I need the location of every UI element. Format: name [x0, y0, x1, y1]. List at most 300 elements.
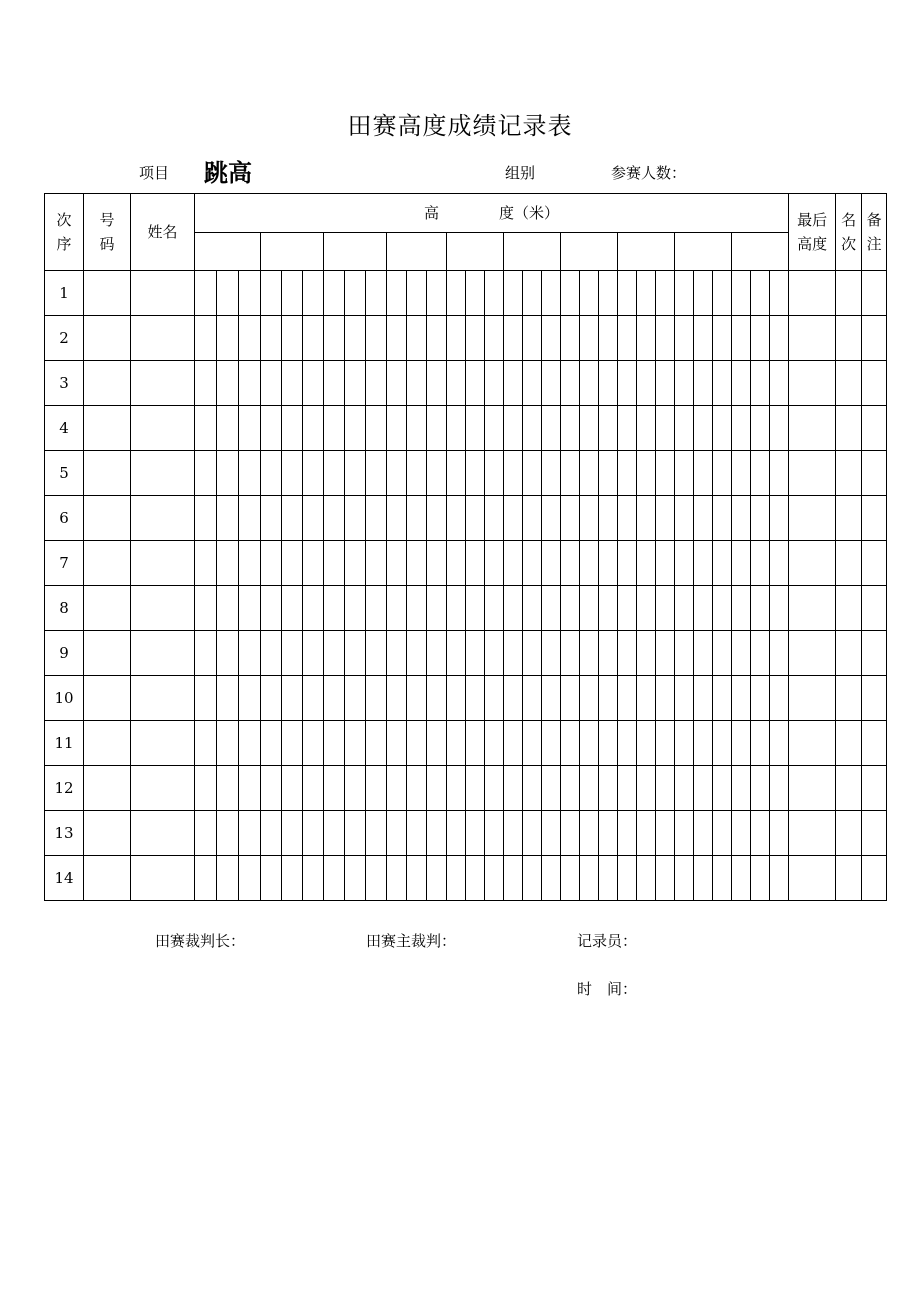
attempt-cell[interactable] [580, 631, 599, 676]
attempt-cell[interactable] [324, 361, 345, 406]
attempt-cell[interactable] [217, 586, 239, 631]
attempt-cell[interactable] [366, 496, 387, 541]
athlete-name-cell[interactable] [131, 451, 195, 496]
attempt-cell[interactable] [427, 721, 447, 766]
attempt-cell[interactable] [427, 271, 447, 316]
attempt-cell[interactable] [504, 811, 523, 856]
note-cell[interactable] [862, 271, 887, 316]
attempt-cell[interactable] [542, 541, 561, 586]
attempt-cell[interactable] [427, 496, 447, 541]
attempt-cell[interactable] [466, 721, 485, 766]
attempt-cell[interactable] [751, 451, 770, 496]
bib-number-cell[interactable] [84, 766, 131, 811]
attempt-cell[interactable] [387, 586, 407, 631]
attempt-cell[interactable] [599, 451, 618, 496]
attempt-cell[interactable] [732, 856, 751, 901]
attempt-cell[interactable] [195, 406, 217, 451]
attempt-cell[interactable] [523, 811, 542, 856]
bib-number-cell[interactable] [84, 406, 131, 451]
attempt-cell[interactable] [713, 586, 732, 631]
height-column-3[interactable] [324, 233, 387, 271]
attempt-cell[interactable] [580, 406, 599, 451]
attempt-cell[interactable] [637, 406, 656, 451]
attempt-cell[interactable] [770, 496, 789, 541]
attempt-cell[interactable] [770, 361, 789, 406]
bib-number-cell[interactable] [84, 496, 131, 541]
attempt-cell[interactable] [694, 496, 713, 541]
rank-cell[interactable] [836, 316, 862, 361]
attempt-cell[interactable] [618, 811, 637, 856]
bib-number-cell[interactable] [84, 361, 131, 406]
athlete-name-cell[interactable] [131, 856, 195, 901]
attempt-cell[interactable] [282, 406, 303, 451]
attempt-cell[interactable] [366, 856, 387, 901]
attempt-cell[interactable] [542, 406, 561, 451]
attempt-cell[interactable] [770, 811, 789, 856]
attempt-cell[interactable] [618, 676, 637, 721]
attempt-cell[interactable] [466, 361, 485, 406]
attempt-cell[interactable] [447, 316, 466, 361]
attempt-cell[interactable] [447, 496, 466, 541]
attempt-cell[interactable] [542, 271, 561, 316]
bib-number-cell[interactable] [84, 451, 131, 496]
attempt-cell[interactable] [427, 766, 447, 811]
attempt-cell[interactable] [217, 406, 239, 451]
athlete-name-cell[interactable] [131, 721, 195, 766]
rank-cell[interactable] [836, 856, 862, 901]
attempt-cell[interactable] [599, 586, 618, 631]
attempt-cell[interactable] [599, 541, 618, 586]
note-cell[interactable] [862, 496, 887, 541]
bib-number-cell[interactable] [84, 856, 131, 901]
attempt-cell[interactable] [504, 316, 523, 361]
attempt-cell[interactable] [485, 811, 504, 856]
attempt-cell[interactable] [303, 856, 324, 901]
attempt-cell[interactable] [675, 496, 694, 541]
attempt-cell[interactable] [751, 316, 770, 361]
attempt-cell[interactable] [523, 721, 542, 766]
attempt-cell[interactable] [561, 361, 580, 406]
attempt-cell[interactable] [239, 856, 261, 901]
height-column-10[interactable] [732, 233, 789, 271]
rank-cell[interactable] [836, 406, 862, 451]
attempt-cell[interactable] [239, 271, 261, 316]
attempt-cell[interactable] [427, 676, 447, 721]
attempt-cell[interactable] [637, 541, 656, 586]
attempt-cell[interactable] [217, 361, 239, 406]
attempt-cell[interactable] [732, 631, 751, 676]
attempt-cell[interactable] [675, 361, 694, 406]
attempt-cell[interactable] [239, 406, 261, 451]
attempt-cell[interactable] [580, 721, 599, 766]
attempt-cell[interactable] [713, 496, 732, 541]
attempt-cell[interactable] [366, 316, 387, 361]
attempt-cell[interactable] [407, 631, 427, 676]
attempt-cell[interactable] [366, 361, 387, 406]
attempt-cell[interactable] [195, 496, 217, 541]
attempt-cell[interactable] [523, 451, 542, 496]
attempt-cell[interactable] [345, 676, 366, 721]
attempt-cell[interactable] [751, 361, 770, 406]
attempt-cell[interactable] [427, 316, 447, 361]
athlete-name-cell[interactable] [131, 631, 195, 676]
attempt-cell[interactable] [324, 586, 345, 631]
attempt-cell[interactable] [523, 586, 542, 631]
attempt-cell[interactable] [637, 721, 656, 766]
attempt-cell[interactable] [751, 586, 770, 631]
attempt-cell[interactable] [675, 856, 694, 901]
attempt-cell[interactable] [239, 811, 261, 856]
attempt-cell[interactable] [447, 766, 466, 811]
attempt-cell[interactable] [694, 856, 713, 901]
attempt-cell[interactable] [345, 496, 366, 541]
attempt-cell[interactable] [694, 541, 713, 586]
attempt-cell[interactable] [561, 541, 580, 586]
attempt-cell[interactable] [195, 271, 217, 316]
attempt-cell[interactable] [485, 631, 504, 676]
attempt-cell[interactable] [561, 721, 580, 766]
attempt-cell[interactable] [239, 361, 261, 406]
attempt-cell[interactable] [732, 541, 751, 586]
attempt-cell[interactable] [239, 586, 261, 631]
attempt-cell[interactable] [618, 496, 637, 541]
attempt-cell[interactable] [466, 676, 485, 721]
attempt-cell[interactable] [504, 631, 523, 676]
attempt-cell[interactable] [561, 271, 580, 316]
attempt-cell[interactable] [345, 721, 366, 766]
attempt-cell[interactable] [239, 676, 261, 721]
attempt-cell[interactable] [261, 586, 282, 631]
attempt-cell[interactable] [282, 676, 303, 721]
attempt-cell[interactable] [656, 676, 675, 721]
attempt-cell[interactable] [345, 856, 366, 901]
final-height-cell[interactable] [789, 586, 836, 631]
attempt-cell[interactable] [732, 316, 751, 361]
bib-number-cell[interactable] [84, 811, 131, 856]
attempt-cell[interactable] [599, 631, 618, 676]
attempt-cell[interactable] [675, 271, 694, 316]
attempt-cell[interactable] [656, 766, 675, 811]
attempt-cell[interactable] [261, 856, 282, 901]
attempt-cell[interactable] [580, 496, 599, 541]
attempt-cell[interactable] [366, 271, 387, 316]
final-height-cell[interactable] [789, 496, 836, 541]
attempt-cell[interactable] [599, 811, 618, 856]
attempt-cell[interactable] [504, 361, 523, 406]
attempt-cell[interactable] [261, 631, 282, 676]
final-height-cell[interactable] [789, 361, 836, 406]
rank-cell[interactable] [836, 631, 862, 676]
attempt-cell[interactable] [675, 811, 694, 856]
attempt-cell[interactable] [523, 406, 542, 451]
attempt-cell[interactable] [675, 721, 694, 766]
attempt-cell[interactable] [770, 586, 789, 631]
attempt-cell[interactable] [599, 676, 618, 721]
height-column-6[interactable] [504, 233, 561, 271]
attempt-cell[interactable] [261, 316, 282, 361]
bib-number-cell[interactable] [84, 541, 131, 586]
note-cell[interactable] [862, 766, 887, 811]
attempt-cell[interactable] [324, 676, 345, 721]
attempt-cell[interactable] [345, 406, 366, 451]
attempt-cell[interactable] [618, 361, 637, 406]
attempt-cell[interactable] [485, 406, 504, 451]
attempt-cell[interactable] [195, 361, 217, 406]
attempt-cell[interactable] [561, 676, 580, 721]
attempt-cell[interactable] [675, 451, 694, 496]
attempt-cell[interactable] [324, 811, 345, 856]
attempt-cell[interactable] [485, 271, 504, 316]
attempt-cell[interactable] [504, 541, 523, 586]
attempt-cell[interactable] [387, 361, 407, 406]
attempt-cell[interactable] [637, 856, 656, 901]
attempt-cell[interactable] [447, 361, 466, 406]
attempt-cell[interactable] [694, 316, 713, 361]
attempt-cell[interactable] [770, 271, 789, 316]
attempt-cell[interactable] [485, 721, 504, 766]
final-height-cell[interactable] [789, 406, 836, 451]
athlete-name-cell[interactable] [131, 586, 195, 631]
attempt-cell[interactable] [751, 676, 770, 721]
attempt-cell[interactable] [303, 316, 324, 361]
attempt-cell[interactable] [217, 316, 239, 361]
attempt-cell[interactable] [694, 676, 713, 721]
height-column-4[interactable] [387, 233, 447, 271]
attempt-cell[interactable] [675, 766, 694, 811]
attempt-cell[interactable] [675, 631, 694, 676]
attempt-cell[interactable] [599, 316, 618, 361]
attempt-cell[interactable] [303, 721, 324, 766]
attempt-cell[interactable] [637, 271, 656, 316]
attempt-cell[interactable] [485, 676, 504, 721]
attempt-cell[interactable] [656, 586, 675, 631]
attempt-cell[interactable] [713, 856, 732, 901]
attempt-cell[interactable] [732, 721, 751, 766]
attempt-cell[interactable] [504, 586, 523, 631]
attempt-cell[interactable] [324, 766, 345, 811]
attempt-cell[interactable] [732, 451, 751, 496]
athlete-name-cell[interactable] [131, 766, 195, 811]
athlete-name-cell[interactable] [131, 361, 195, 406]
attempt-cell[interactable] [599, 856, 618, 901]
attempt-cell[interactable] [282, 631, 303, 676]
attempt-cell[interactable] [345, 811, 366, 856]
attempt-cell[interactable] [656, 361, 675, 406]
attempt-cell[interactable] [618, 631, 637, 676]
attempt-cell[interactable] [485, 586, 504, 631]
attempt-cell[interactable] [561, 856, 580, 901]
attempt-cell[interactable] [770, 451, 789, 496]
attempt-cell[interactable] [637, 586, 656, 631]
attempt-cell[interactable] [542, 451, 561, 496]
attempt-cell[interactable] [345, 451, 366, 496]
attempt-cell[interactable] [195, 721, 217, 766]
attempt-cell[interactable] [324, 316, 345, 361]
attempt-cell[interactable] [466, 496, 485, 541]
attempt-cell[interactable] [239, 496, 261, 541]
attempt-cell[interactable] [447, 631, 466, 676]
attempt-cell[interactable] [523, 676, 542, 721]
attempt-cell[interactable] [561, 316, 580, 361]
attempt-cell[interactable] [387, 541, 407, 586]
attempt-cell[interactable] [561, 766, 580, 811]
attempt-cell[interactable] [637, 676, 656, 721]
attempt-cell[interactable] [637, 496, 656, 541]
attempt-cell[interactable] [656, 631, 675, 676]
attempt-cell[interactable] [303, 541, 324, 586]
attempt-cell[interactable] [580, 766, 599, 811]
height-column-2[interactable] [261, 233, 324, 271]
attempt-cell[interactable] [504, 676, 523, 721]
attempt-cell[interactable] [261, 361, 282, 406]
athlete-name-cell[interactable] [131, 406, 195, 451]
attempt-cell[interactable] [427, 451, 447, 496]
attempt-cell[interactable] [387, 766, 407, 811]
attempt-cell[interactable] [485, 541, 504, 586]
attempt-cell[interactable] [447, 676, 466, 721]
bib-number-cell[interactable] [84, 586, 131, 631]
attempt-cell[interactable] [732, 406, 751, 451]
attempt-cell[interactable] [751, 856, 770, 901]
attempt-cell[interactable] [694, 766, 713, 811]
attempt-cell[interactable] [447, 406, 466, 451]
attempt-cell[interactable] [656, 406, 675, 451]
attempt-cell[interactable] [713, 676, 732, 721]
attempt-cell[interactable] [580, 676, 599, 721]
attempt-cell[interactable] [427, 406, 447, 451]
attempt-cell[interactable] [407, 676, 427, 721]
athlete-name-cell[interactable] [131, 271, 195, 316]
attempt-cell[interactable] [504, 406, 523, 451]
attempt-cell[interactable] [447, 586, 466, 631]
attempt-cell[interactable] [542, 856, 561, 901]
attempt-cell[interactable] [466, 631, 485, 676]
attempt-cell[interactable] [282, 316, 303, 361]
attempt-cell[interactable] [282, 586, 303, 631]
attempt-cell[interactable] [675, 541, 694, 586]
attempt-cell[interactable] [656, 721, 675, 766]
note-cell[interactable] [862, 451, 887, 496]
attempt-cell[interactable] [345, 361, 366, 406]
attempt-cell[interactable] [387, 631, 407, 676]
attempt-cell[interactable] [217, 856, 239, 901]
attempt-cell[interactable] [770, 541, 789, 586]
attempt-cell[interactable] [466, 316, 485, 361]
attempt-cell[interactable] [523, 271, 542, 316]
attempt-cell[interactable] [694, 406, 713, 451]
attempt-cell[interactable] [580, 856, 599, 901]
attempt-cell[interactable] [694, 451, 713, 496]
attempt-cell[interactable] [637, 766, 656, 811]
attempt-cell[interactable] [732, 496, 751, 541]
attempt-cell[interactable] [217, 496, 239, 541]
attempt-cell[interactable] [239, 451, 261, 496]
rank-cell[interactable] [836, 676, 862, 721]
attempt-cell[interactable] [713, 541, 732, 586]
attempt-cell[interactable] [580, 541, 599, 586]
bib-number-cell[interactable] [84, 631, 131, 676]
attempt-cell[interactable] [345, 316, 366, 361]
attempt-cell[interactable] [713, 631, 732, 676]
attempt-cell[interactable] [485, 856, 504, 901]
attempt-cell[interactable] [580, 361, 599, 406]
attempt-cell[interactable] [324, 541, 345, 586]
attempt-cell[interactable] [324, 271, 345, 316]
attempt-cell[interactable] [561, 496, 580, 541]
attempt-cell[interactable] [366, 721, 387, 766]
final-height-cell[interactable] [789, 811, 836, 856]
attempt-cell[interactable] [217, 676, 239, 721]
attempt-cell[interactable] [195, 451, 217, 496]
attempt-cell[interactable] [195, 766, 217, 811]
attempt-cell[interactable] [239, 541, 261, 586]
rank-cell[interactable] [836, 541, 862, 586]
attempt-cell[interactable] [427, 586, 447, 631]
note-cell[interactable] [862, 361, 887, 406]
attempt-cell[interactable] [732, 271, 751, 316]
attempt-cell[interactable] [345, 766, 366, 811]
attempt-cell[interactable] [407, 856, 427, 901]
attempt-cell[interactable] [485, 766, 504, 811]
attempt-cell[interactable] [466, 271, 485, 316]
attempt-cell[interactable] [694, 631, 713, 676]
attempt-cell[interactable] [303, 406, 324, 451]
attempt-cell[interactable] [599, 271, 618, 316]
attempt-cell[interactable] [407, 316, 427, 361]
attempt-cell[interactable] [580, 316, 599, 361]
final-height-cell[interactable] [789, 316, 836, 361]
attempt-cell[interactable] [713, 316, 732, 361]
final-height-cell[interactable] [789, 721, 836, 766]
attempt-cell[interactable] [485, 316, 504, 361]
attempt-cell[interactable] [366, 451, 387, 496]
attempt-cell[interactable] [217, 631, 239, 676]
note-cell[interactable] [862, 316, 887, 361]
attempt-cell[interactable] [282, 766, 303, 811]
attempt-cell[interactable] [694, 811, 713, 856]
attempt-cell[interactable] [324, 451, 345, 496]
attempt-cell[interactable] [195, 586, 217, 631]
attempt-cell[interactable] [713, 361, 732, 406]
attempt-cell[interactable] [618, 316, 637, 361]
attempt-cell[interactable] [580, 271, 599, 316]
note-cell[interactable] [862, 631, 887, 676]
attempt-cell[interactable] [770, 316, 789, 361]
height-column-8[interactable] [618, 233, 675, 271]
attempt-cell[interactable] [217, 451, 239, 496]
bib-number-cell[interactable] [84, 316, 131, 361]
attempt-cell[interactable] [751, 766, 770, 811]
attempt-cell[interactable] [447, 721, 466, 766]
athlete-name-cell[interactable] [131, 676, 195, 721]
attempt-cell[interactable] [694, 361, 713, 406]
attempt-cell[interactable] [637, 631, 656, 676]
attempt-cell[interactable] [580, 586, 599, 631]
rank-cell[interactable] [836, 361, 862, 406]
attempt-cell[interactable] [407, 451, 427, 496]
attempt-cell[interactable] [261, 766, 282, 811]
attempt-cell[interactable] [656, 271, 675, 316]
attempt-cell[interactable] [217, 721, 239, 766]
attempt-cell[interactable] [324, 631, 345, 676]
attempt-cell[interactable] [580, 811, 599, 856]
attempt-cell[interactable] [447, 541, 466, 586]
athlete-name-cell[interactable] [131, 811, 195, 856]
attempt-cell[interactable] [751, 541, 770, 586]
attempt-cell[interactable] [324, 406, 345, 451]
attempt-cell[interactable] [345, 541, 366, 586]
attempt-cell[interactable] [407, 541, 427, 586]
